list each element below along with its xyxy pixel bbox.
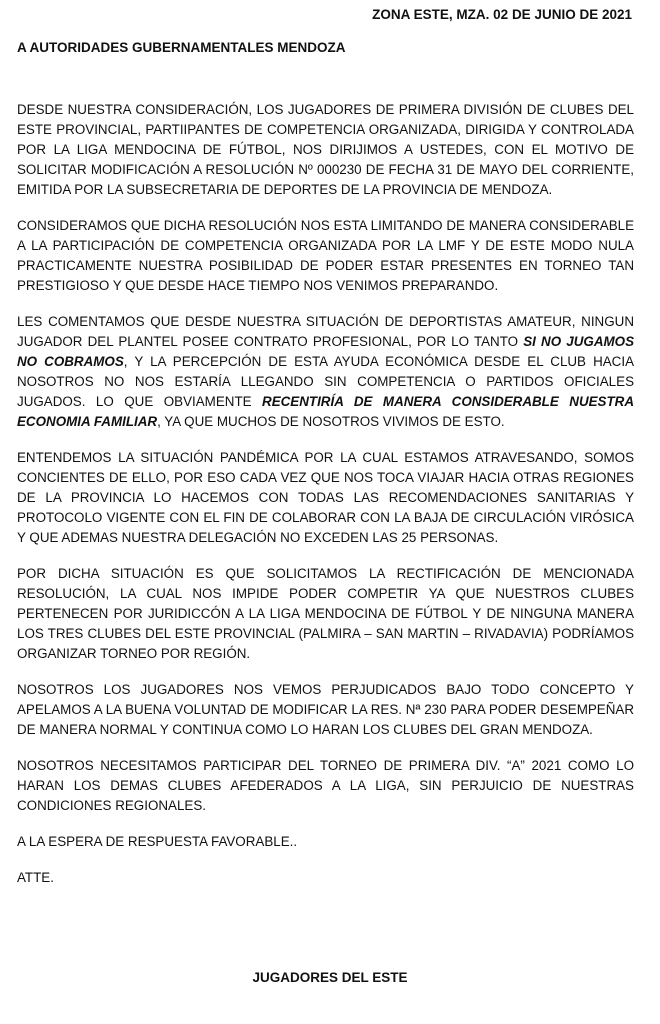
paragraph-3-text-c: , YA QUE MUCHOS DE NOSOTROS VIVIMOS DE ESTO. xyxy=(157,414,505,429)
paragraph-3-text-a: LES COMENTAMOS QUE DESDE NUESTRA SITUACIÓN DE DEPORTISTAS AMATEUR, NINGUN JUGADOR DEL PLANTEL POSEE CONTRATO PROFESIONAL, POR LO TANTO xyxy=(17,314,634,349)
recipient-line: A AUTORIDADES GUBERNAMENTALES MENDOZA xyxy=(17,40,346,55)
signature-line: JUGADORES DEL ESTE xyxy=(252,970,408,985)
paragraph-6: NOSOTROS LOS JUGADORES NOS VEMOS PERJUDICADOS BAJO TODO CONCEPTO Y APELAMOS A LA BUENA VOLUNTAD DE MODIFICAR LA RES. Nª 230 PARA PODER DESEMPEÑAR DE MANERA NORMAL Y CONTINUA COMO LO HARAN LOS CLUBES DEL GRAN MENDOZA. xyxy=(17,682,634,737)
paragraph-3-emphasis-2: RECENTIRÍA DE MANERA CONSIDERABLE NUESTRA ECONOMIA FAMILIAR xyxy=(17,394,634,429)
paragraph-closing-request: A LA ESPERA DE RESPUESTA FAVORABLE.. xyxy=(17,834,298,849)
paragraph-3 xyxy=(17,312,634,432)
paragraph-7: NOSOTROS NECESITAMOS PARTICIPAR DEL TORNEO DE PRIMERA DIV. “A” 2021 COMO LO HARAN LOS DEMAS CLUBES AFEDERADOS A LA LIGA, SIN PERJUICIO DE NUESTRAS CONDICIONES REGIONALES. xyxy=(17,758,634,813)
paragraph-3-emphasis-1: SI NO JUGAMOS NO COBRAMOS xyxy=(17,334,635,369)
date-line: ZONA ESTE, MZA. 02 DE JUNIO DE 2021 xyxy=(372,7,632,22)
paragraph-2: CONSIDERAMOS QUE DICHA RESOLUCIÓN NOS ESTA LIMITANDO DE MANERA CONSIDERABLE A LA PARTICIPACIÓN DE COMPETENCIA ORGANIZADA POR LA LMF Y DE ESTE MODO NULA PRACTICAMENTE NUESTRA POSIBILIDAD DE PODER ESTAR PRESENTES EN TORNEO TAN PRESTIGIOSO Y QUE DESDE HACE TIEMPO NOS VENIMOS PREPARANDO. xyxy=(17,218,634,293)
paragraph-closing-atte: ATTE. xyxy=(17,870,54,885)
paragraph-4: ENTENDEMOS LA SITUACIÓN PANDÉMICA POR LA CUAL ESTAMOS ATRAVESANDO, SOMOS CONCIENTES DE ELLO, POR ESO CADA VEZ QUE NOS TOCA VIAJAR HACIA OTRAS REGIONES DE LA PROVINCIA LO HACEMOS CON TODAS LAS RECOMENDACIONES SANITARIAS Y PROTOCOLO VIGENTE CON EL FIN DE COLABORAR CON LA BAJA DE CIRCULACIÓN VIRÓSICA Y QUE ADEMAS NUESTRA DELEGACIÓN NO EXCEDEN LAS 25 PERSONAS. xyxy=(17,450,634,545)
letter-body xyxy=(17,100,634,904)
paragraph-1: DESDE NUESTRA CONSIDERACIÓN, LOS JUGADORES DE PRIMERA DIVISIÓN DE CLUBES DEL ESTE PROVINCIAL, PARTIIPANTES DE COMPETENCIA ORGANIZADA, DIRIGIDA Y CONTROLADA POR LA LIGA MENDOCINA DE FÚTBOL, NOS DIRIJIMOS A USTEDES, CON EL MOTIVO DE SOLICITAR MODIFICACIÓN A RESOLUCIÓN Nº 000230 DE FECHA 31 DE MAYO DEL CORRIENTE, EMITIDA POR LA SUBSECRETARIA DE DEPORTES DE LA PROVINCIA DE MENDOZA. xyxy=(17,102,634,197)
paragraph-5: POR DICHA SITUACIÓN ES QUE SOLICITAMOS LA RECTIFICACIÓN DE MENCIONADA RESOLUCIÓN, LA CUAL NOS IMPIDE PODER COMPETIR YA QUE NUESTROS CLUBES PERTENECEN POR JURIDICCÓN A LA LIGA MENDOCINA DE FÚTBOL Y DE NINGUNA MANERA LOS TRES CLUBES DEL ESTE PROVINCIAL (PALMIRA – SAN MARTIN – RIVADAVIA) PODRÍAMOS ORGANIZAR TORNEO POR REGIÓN. xyxy=(17,566,634,661)
paragraph-3-text-b: , Y LA PERCEPCIÓN DE ESTA AYUDA ECONÓMICA DESDE EL CLUB HACIA NOSOTROS NO NOS ESTARÍA LLEGANDO SIN COMPETENCIA O PARTIDOS OFICIALES JUGADOS. LO QUE OBVIAMENTE xyxy=(17,354,634,409)
